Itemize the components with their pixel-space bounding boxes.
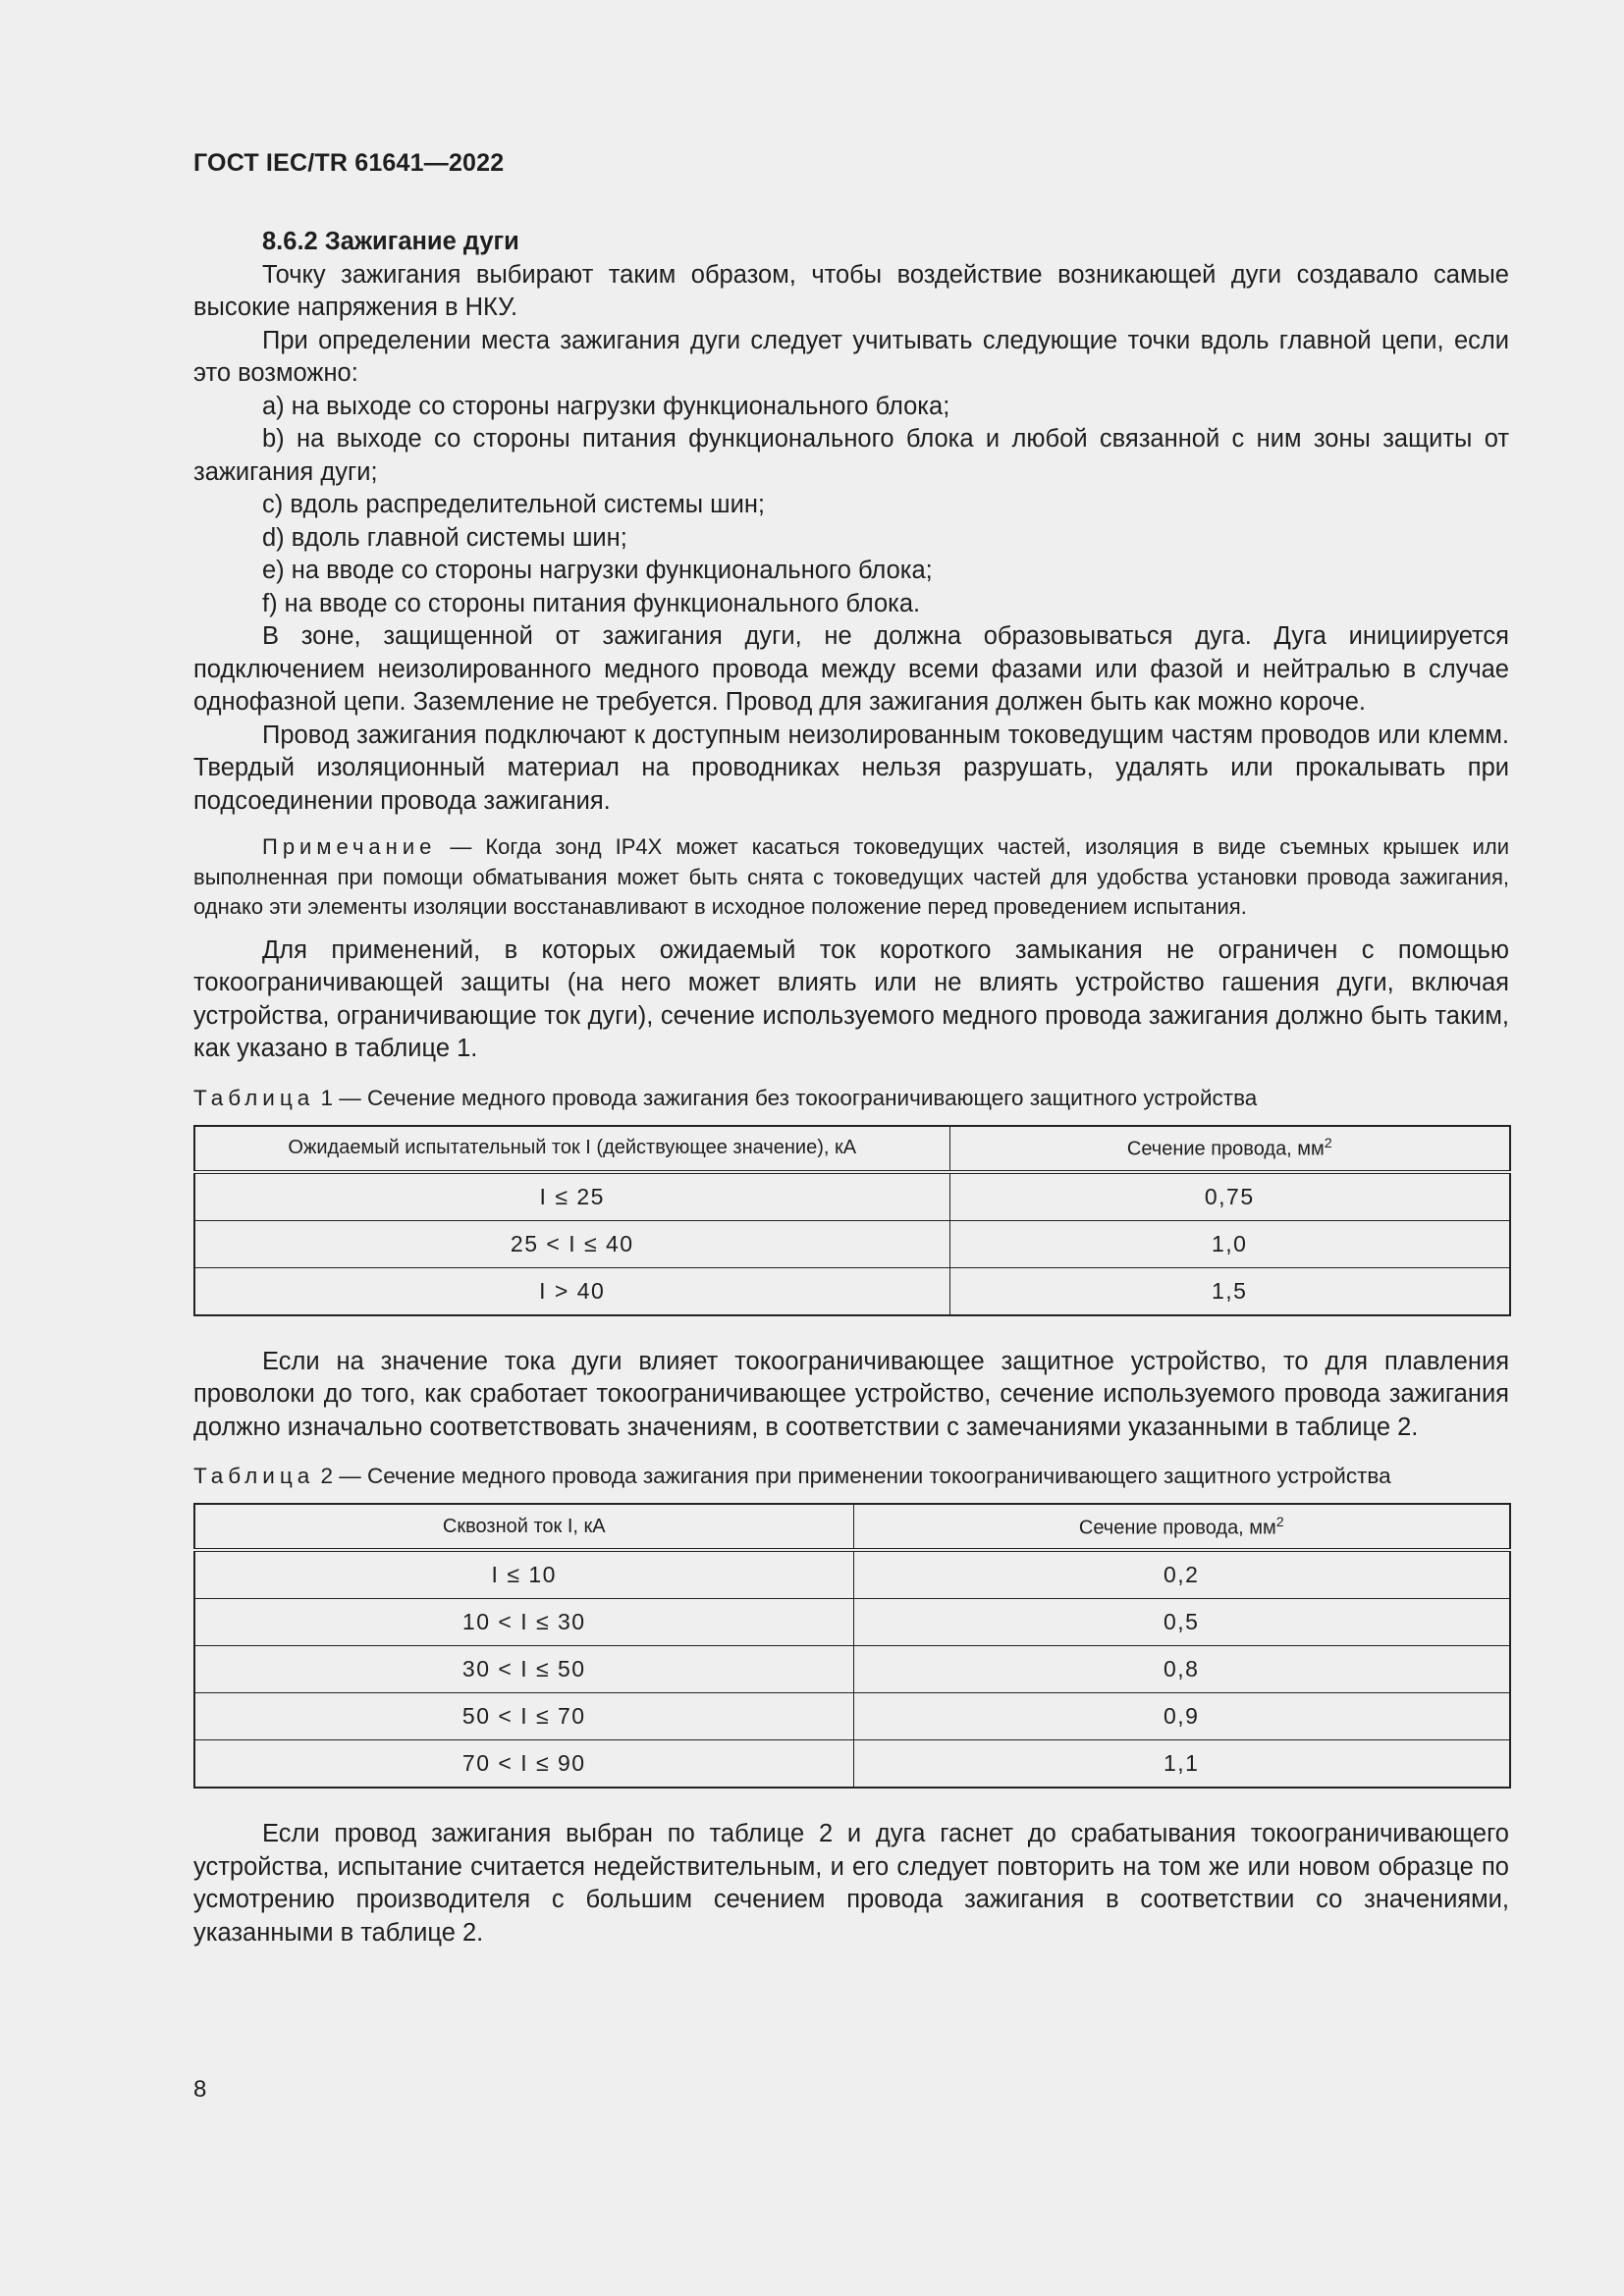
section-cell: 0,9 — [853, 1693, 1510, 1740]
current-cell: 25 < I ≤ 40 — [194, 1220, 949, 1267]
paragraph-5: Для применений, в которых ожидаемый ток короткого замыкания не ограничен с помощью токоограничивающей защиты (на него может влиять или не влиять устройство гашения дуги, включая устройства, ограничивающие ток дуги), сечение используемого медного провода зажигания должно быть таким, как указано в таблице 1. — [193, 935, 1509, 1062]
table-row — [194, 1693, 1510, 1740]
paragraph-4: Провод зажигания подключают к доступным неизолированным токоведущим частям проводов или клемм. Твердый изоляционный материал на проводниках нельзя разрушать, удалять или прокалывать при подсоединении провода зажигания. — [193, 721, 1509, 815]
table-1 — [193, 1125, 1511, 1316]
table-row — [194, 1550, 1510, 1599]
note-label: Примечание — [262, 834, 437, 859]
table-row — [194, 1740, 1510, 1789]
note — [193, 832, 1509, 923]
list-item: d) вдоль главной системы шин; — [262, 523, 627, 552]
paragraph-7: Если провод зажигания выбран по таблице 2 и дуга гаснет до срабатывания токоограничивающего устройства, испытание считается недействительным, и его следует повторить на том же или новом образце по усмотрению производителя с большим сечением провода зажигания в соответствии со значениями, указанными в таблице 2. — [193, 1820, 1509, 1947]
paragraph-3: В зоне, защищенной от зажигания дуги, не должна образовываться дуга. Дуга инициируется подключением неизолированного медного провода между всеми фазами или фазой и нейтралью в случае однофазной цепи. Заземление не требуется. Провод для зажигания должен быть как можно короче. — [193, 622, 1509, 716]
table2-col2-header-sup: 2 — [1275, 1513, 1284, 1529]
section-cell: 0,5 — [853, 1599, 1510, 1646]
table-row — [194, 1646, 1510, 1693]
table2-caption-text: 2 — Сечение медного провода зажигания при применении токоограничивающего защитного устройства — [314, 1464, 1391, 1488]
table1-caption-label: Таблица — [193, 1085, 315, 1110]
section-title: 8.6.2 Зажигание дуги — [262, 228, 519, 255]
current-cell: I > 40 — [194, 1267, 949, 1315]
table-row — [194, 1599, 1510, 1646]
list-item: c) вдоль распределительной системы шин; — [262, 491, 766, 518]
table-row — [194, 1220, 1510, 1267]
current-cell: I ≤ 25 — [194, 1172, 949, 1221]
table2-col2-header-text: Сечение провода, мм — [1078, 1517, 1276, 1539]
section-cell: 0,2 — [853, 1550, 1510, 1599]
table-row — [194, 1267, 1510, 1315]
list-item: f) на вводе со стороны питания функционального блока. — [262, 589, 921, 617]
note-text: — Когда зонд IP4X может касаться токоведущих частей, изоляция в виде съемных крышек или выполненная при помощи обматывания может быть снята с токоведущих частей для удобства установки провода зажигания, однако эти элементы изоляции восстанавливают в исходное положение перед проведением испытания. — [193, 834, 1509, 919]
table1-col2-header — [949, 1126, 1510, 1172]
current-cell: 50 < I ≤ 70 — [194, 1693, 853, 1740]
table2-caption — [193, 1462, 1509, 1491]
document-body — [193, 226, 1509, 1949]
table2-caption-label: Таблица — [193, 1464, 315, 1488]
table-row — [194, 1172, 1510, 1221]
current-cell: 30 < I ≤ 50 — [194, 1646, 853, 1693]
table1-caption — [193, 1084, 1509, 1113]
paragraph-2: При определении места зажигания дуги следует учитывать следующие точки вдоль главной цепи, если это возможно: — [193, 326, 1509, 387]
section-cell: 0,75 — [949, 1172, 1510, 1221]
section-cell: 1,5 — [949, 1267, 1510, 1315]
table2-col2-header — [853, 1504, 1510, 1550]
current-cell: 70 < I ≤ 90 — [194, 1740, 853, 1789]
table-2 — [193, 1503, 1511, 1789]
list-item: a) на выходе со стороны нагрузки функционального блока; — [262, 392, 950, 420]
table2-col1-header: Сквозной ток I, кА — [194, 1504, 853, 1550]
section-cell: 1,0 — [949, 1220, 1510, 1267]
current-cell: 10 < I ≤ 30 — [194, 1599, 853, 1646]
table-header-row — [194, 1504, 1510, 1550]
ignition-points-list — [193, 391, 1509, 621]
list-item: b) на выходе со стороны питания функционального блока и любой связанной с ним зоны защиты от зажигания дуги; — [193, 425, 1509, 486]
section-cell: 0,8 — [853, 1646, 1510, 1693]
table1-caption-text: 1 — Сечение медного провода зажигания без токоограничивающего защитного устройства — [314, 1085, 1258, 1110]
table1-col1-header: Ожидаемый испытательный ток I (действующее значение), кА — [194, 1126, 949, 1172]
paragraph-6: Если на значение тока дуги влияет токоограничивающее защитное устройство, то для плавления проволоки до того, как сработает токоограничивающее устройство, сечение используемого провода зажигания должно изначально соответствовать значениям, в соответствии с замечаниями указанными в таблице 2. — [193, 1347, 1509, 1441]
section-cell: 1,1 — [853, 1740, 1510, 1789]
document-header: ГОСТ IEC/TR 61641—2022 — [193, 149, 505, 177]
page-number: 8 — [193, 2076, 207, 2103]
list-item: e) на вводе со стороны нагрузки функционального блока; — [262, 557, 933, 584]
current-cell: I ≤ 10 — [194, 1550, 853, 1599]
table-header-row — [194, 1126, 1510, 1172]
paragraph-1: Точку зажигания выбирают таким образом, чтобы воздействие возникающей дуги создавало самые высокие напряжения в НКУ. — [193, 260, 1509, 321]
table1-col2-header-sup: 2 — [1324, 1135, 1332, 1151]
table1-col2-header-text: Сечение провода, мм — [1126, 1138, 1325, 1160]
